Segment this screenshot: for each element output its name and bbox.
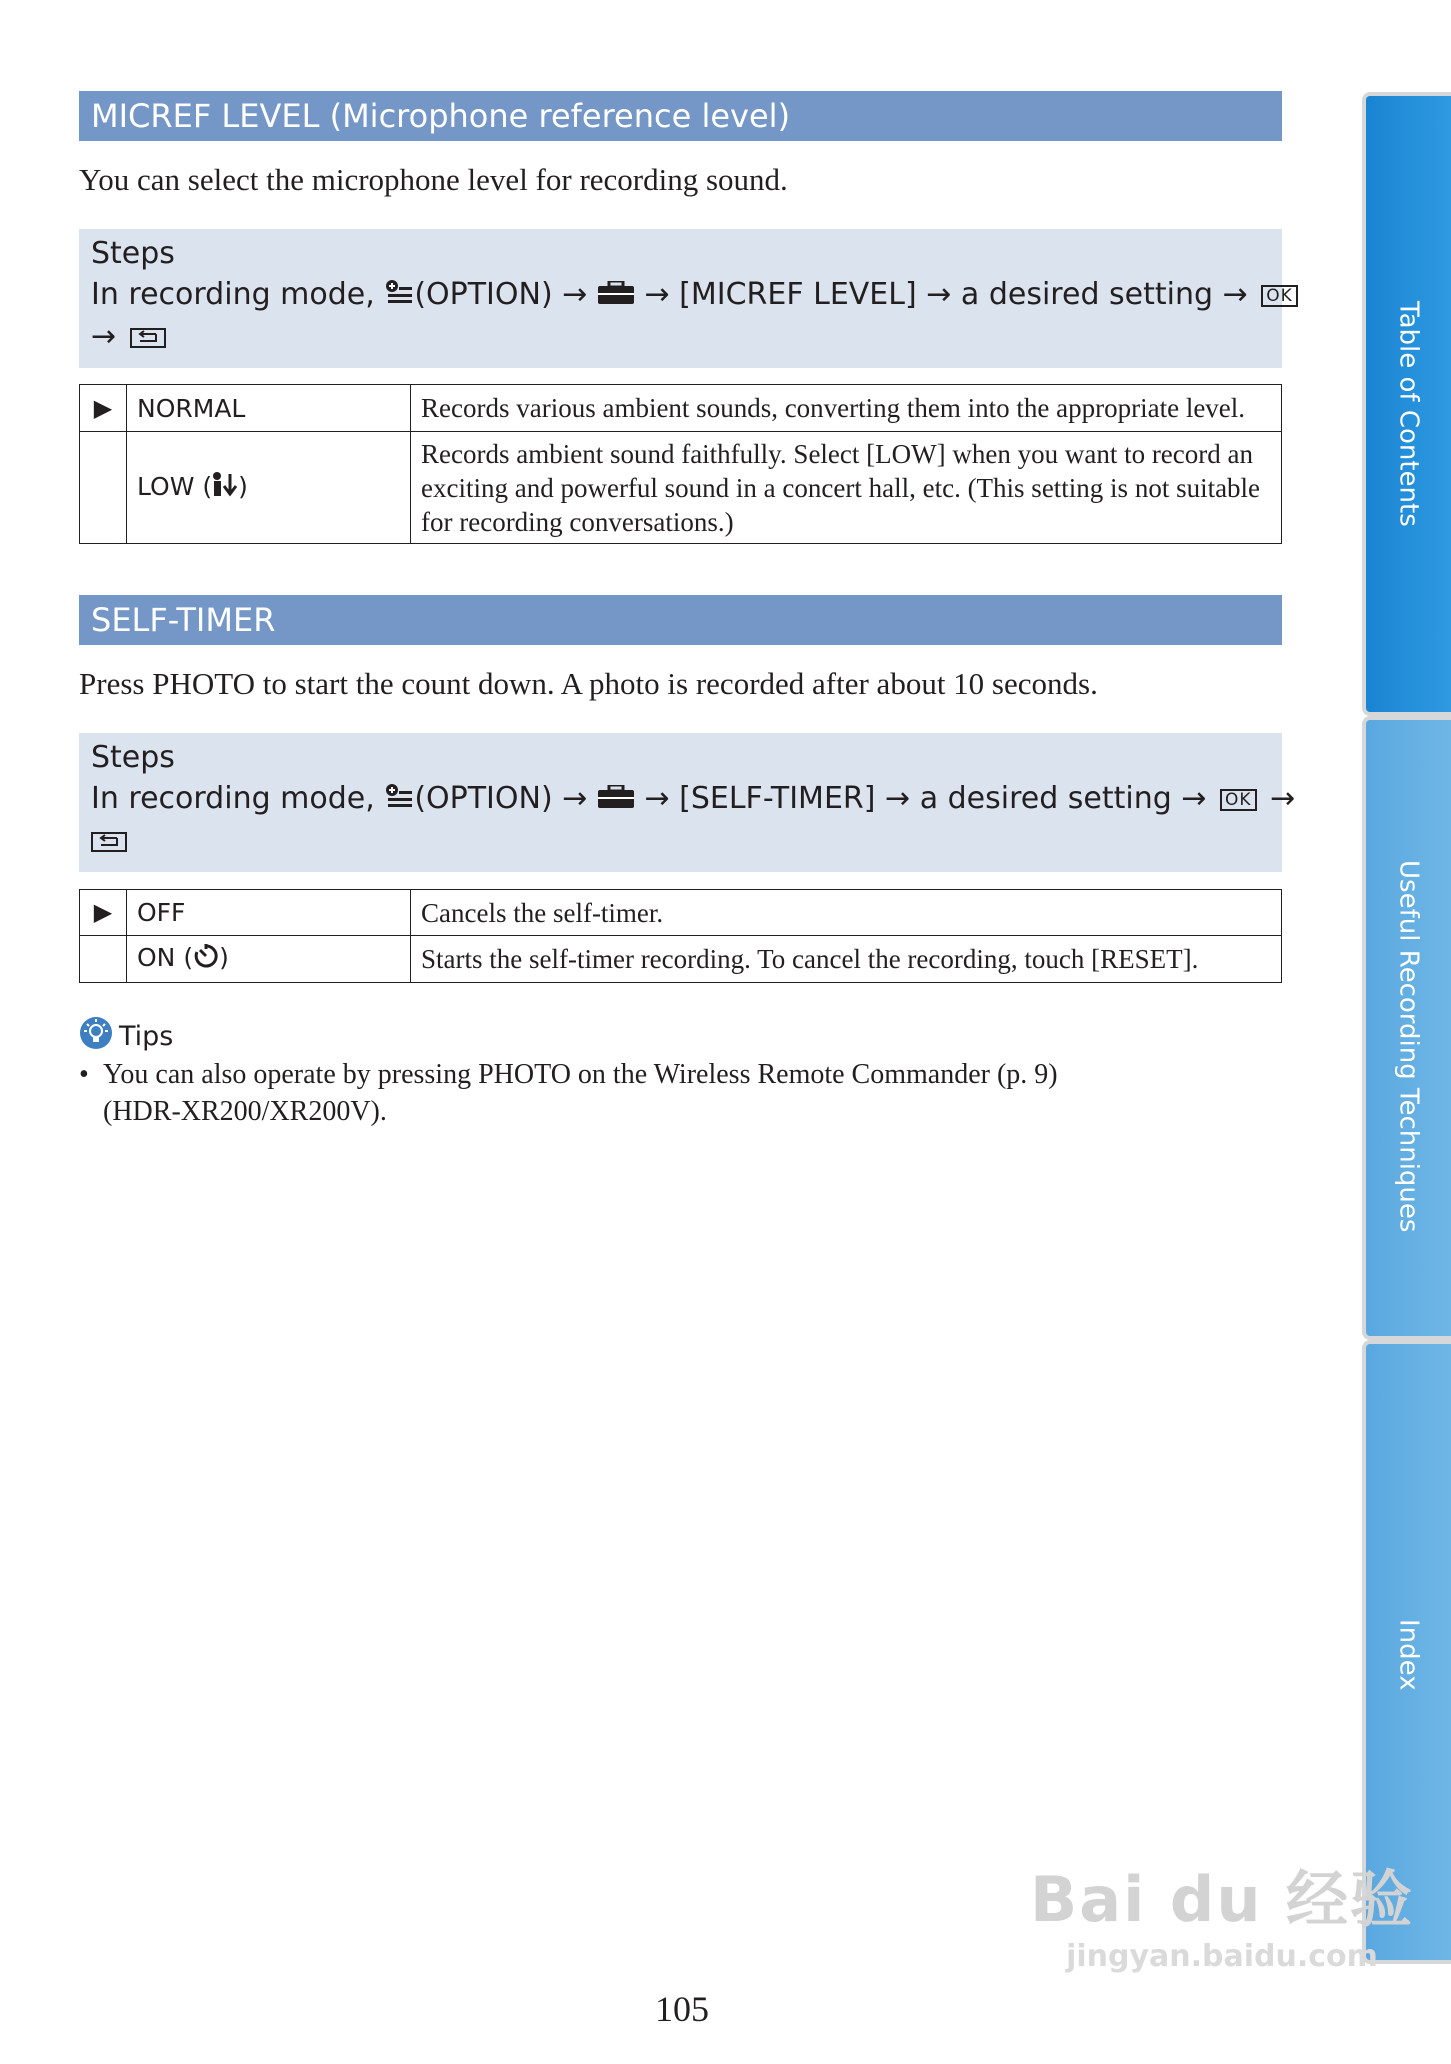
page-number: 105 <box>655 1989 709 2029</box>
option-icon <box>384 779 414 820</box>
table-row <box>80 432 1282 544</box>
option-icon <box>384 275 414 316</box>
bullet: • <box>79 1059 89 1090</box>
desired-setting: a desired setting <box>919 781 1172 816</box>
mic-low-icon <box>212 472 238 504</box>
steps-path-cont <box>91 316 1270 357</box>
menu-item: [SELF-TIMER] <box>679 781 876 816</box>
table-row <box>80 890 1282 936</box>
lightbulb-icon <box>79 1016 113 1057</box>
steps-path <box>91 274 1293 316</box>
arrow: → <box>91 319 117 354</box>
tips-label: Tips <box>119 1021 174 1052</box>
return-icon <box>130 328 166 348</box>
steps-label: Steps <box>91 740 175 775</box>
self-timer-icon <box>193 943 219 975</box>
section-title-micref: MICREF LEVEL (Microphone reference level) <box>79 91 1282 141</box>
return-icon <box>91 832 127 852</box>
option-name: LOW ( ) <box>127 432 411 544</box>
menu-item: [MICREF LEVEL] <box>679 277 917 312</box>
ok-button-icon: OK <box>1220 789 1257 811</box>
option-description: Cancels the self-timer. <box>411 890 1282 936</box>
section-intro-micref: You can select the microphone level for recording sound. <box>79 162 788 197</box>
option-description: Starts the self-timer recording. To cancel the recording, touch [RESET]. <box>411 936 1282 983</box>
default-marker-icon: ▶ <box>80 385 127 432</box>
option-label: (OPTION) <box>414 781 553 816</box>
option-name: NORMAL <box>127 385 411 432</box>
steps-label: Steps <box>91 236 175 271</box>
option-name: ON ( ) <box>127 936 411 983</box>
tips-heading <box>79 1016 173 1057</box>
baidu-watermark <box>1030 1850 1414 1974</box>
steps-path-cont <box>91 820 1270 861</box>
tips-body <box>79 1056 1058 1130</box>
steps-prefix: In recording mode, <box>91 781 375 816</box>
option-label: (OPTION) <box>414 277 553 312</box>
table-row <box>80 936 1282 983</box>
tab-table-of-contents[interactable] <box>1362 92 1451 716</box>
option-description: Records ambient sound faithfully. Select [LOW] when you want to record an exciting and powerful sound in a concert hall, etc. (This setting is not suitable for recording conversations.) <box>411 432 1282 544</box>
option-description: Records various ambient sounds, converting them into the appropriate level. <box>411 385 1282 432</box>
arrow: → <box>1222 277 1248 312</box>
arrow: → <box>562 277 588 312</box>
arrow: → <box>644 277 670 312</box>
section-intro-selftimer: Press PHOTO to start the count down. A photo is recorded after about 10 seconds. <box>79 666 1098 701</box>
arrow: → <box>644 781 670 816</box>
tab-label: Useful Recording Techniques <box>1393 860 1424 1233</box>
tab-label: Index <box>1393 1619 1424 1691</box>
steps-box-micref <box>79 229 1293 368</box>
arrow: → <box>885 781 911 816</box>
arrow: → <box>926 277 952 312</box>
option-name: OFF <box>127 890 411 936</box>
desired-setting: a desired setting <box>960 277 1214 312</box>
default-marker-icon: ▶ <box>80 890 127 936</box>
tip-line: You can also operate by pressing PHOTO on the Wireless Remote Commander (p. 9) <box>103 1059 1058 1090</box>
tip-line: (HDR-XR200/XR200V). <box>103 1096 387 1127</box>
toolbox-icon <box>597 779 635 820</box>
watermark-logo: Bai du 经验 <box>1030 1863 1415 1936</box>
ok-button-icon: OK <box>1261 285 1298 307</box>
section-title-selftimer: SELF-TIMER <box>79 595 1282 645</box>
options-table-selftimer <box>79 889 1282 983</box>
steps-prefix: In recording mode, <box>91 277 375 312</box>
tab-useful-recording-techniques[interactable] <box>1362 716 1451 1340</box>
default-marker-icon <box>80 432 127 544</box>
watermark-url: jingyan.baidu.com <box>1066 1939 1378 1974</box>
default-marker-icon <box>80 936 127 983</box>
options-table-micref <box>79 384 1282 544</box>
table-row <box>80 385 1282 432</box>
steps-path <box>91 778 1296 820</box>
arrow: → <box>562 781 588 816</box>
arrow: → <box>1270 781 1296 816</box>
tab-label: Table of Contents <box>1393 301 1424 527</box>
steps-box-selftimer <box>79 733 1296 872</box>
toolbox-icon <box>597 275 635 316</box>
arrow: → <box>1181 781 1207 816</box>
